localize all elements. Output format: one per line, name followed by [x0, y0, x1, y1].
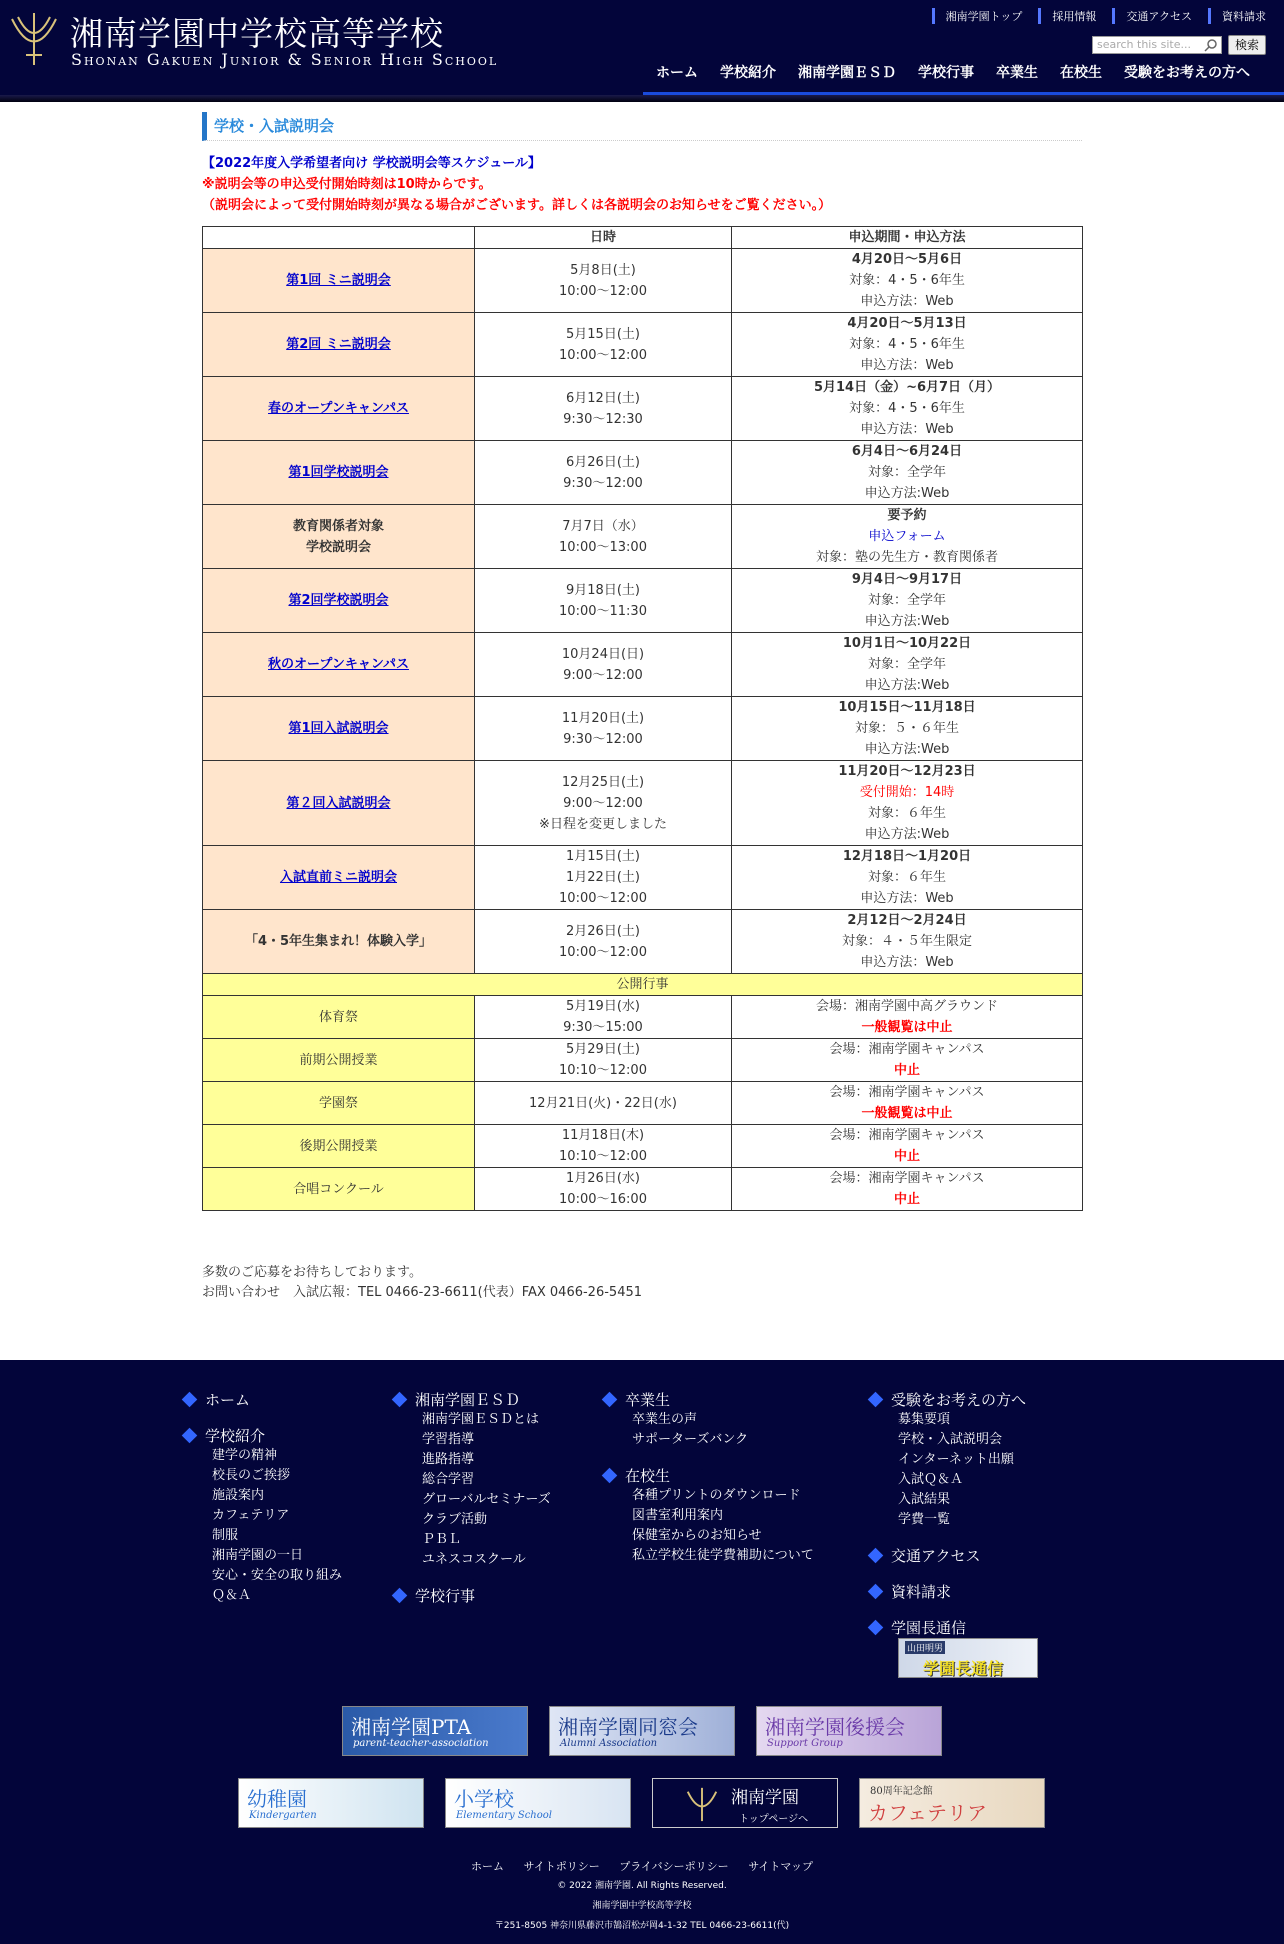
- footer-heading: 湘南学園ＥＳＤ: [415, 1390, 521, 1409]
- date-cell: [475, 569, 732, 633]
- event-link[interactable]: 第2回 ミニ説明会: [286, 337, 391, 352]
- date-cell: [475, 441, 732, 505]
- banner-title: 湘南学園: [731, 1788, 799, 1808]
- table-row: [203, 505, 1083, 569]
- col-header-apply: 申込期間・申込方法: [732, 227, 1083, 249]
- banner-subtitle: Support Group: [767, 1738, 843, 1749]
- global-nav: [645, 62, 1261, 82]
- period-text: 10月15日～11月18日: [838, 700, 976, 715]
- status-text: 中止: [893, 1063, 920, 1078]
- time-text: 10:00～12:00: [559, 347, 647, 363]
- method-text: 申込方法:Web: [864, 827, 950, 842]
- cafeteria-banner[interactable]: [859, 1778, 1045, 1828]
- banner-subtitle: Alumni Association: [560, 1738, 658, 1749]
- top-page-banner[interactable]: [652, 1778, 838, 1828]
- period-text: 6月4日～6月24日: [851, 444, 963, 459]
- footer-sub-link[interactable]: インターネット出願: [898, 1452, 1014, 1467]
- kindergarten-banner[interactable]: [238, 1778, 424, 1828]
- date-cell: [475, 846, 732, 910]
- diamond-icon: [602, 1467, 618, 1483]
- table-row: [203, 313, 1083, 377]
- public-row: [203, 1125, 1083, 1168]
- status-text: 一般観覧は中止: [861, 1020, 953, 1035]
- date-text: 9月18日(土): [566, 582, 640, 598]
- page-title: 学校・入試説明会: [202, 112, 1082, 141]
- footer-link-students[interactable]: [604, 1464, 814, 1486]
- footer-link-access[interactable]: [870, 1544, 1038, 1566]
- target-text: 対象：全学年: [867, 465, 946, 480]
- banner-title: 幼稚園: [247, 1787, 307, 1811]
- footer-link-privacy[interactable]: プライバシーポリシー: [619, 1860, 729, 1873]
- table-row: [203, 377, 1083, 441]
- footer-sub-link[interactable]: 卒業生の声: [632, 1412, 698, 1427]
- footer-col-3: [604, 1388, 814, 1566]
- apply-cell: [732, 846, 1083, 910]
- public-events-header-row: [203, 974, 1083, 996]
- footer-sub-link[interactable]: 総合学習: [422, 1472, 475, 1487]
- support-banner[interactable]: [756, 1706, 942, 1756]
- footer-link-home-text[interactable]: ホーム: [471, 1860, 504, 1873]
- site-header: [0, 0, 1284, 102]
- apply-cell: [732, 633, 1083, 697]
- table-row: [203, 633, 1083, 697]
- time-text: 9:00～12:00: [563, 795, 643, 811]
- diamond-icon: [868, 1547, 884, 1563]
- method-text: 申込方法:Web: [864, 486, 950, 501]
- event-label: 「4・5年生集まれ！体験入学」: [244, 934, 433, 949]
- date-text: 5月15日(土): [566, 326, 640, 342]
- banner-title: 湘南学園後援会: [765, 1715, 905, 1739]
- time-text: 10:10～12:00: [559, 1149, 647, 1164]
- event-cell: [203, 697, 475, 761]
- method-text: 申込方法：Web: [860, 955, 954, 970]
- time-text: 10:00～12:00: [559, 944, 647, 960]
- time-text: 9:30～12:00: [563, 475, 643, 491]
- date-cell: [475, 377, 732, 441]
- schedule-table: [202, 226, 1083, 1211]
- letter-banner-name: 山田明男: [905, 1641, 945, 1654]
- period-text: 11月20日～12月23日: [838, 764, 976, 779]
- period-text: 4月20日～5月13日: [847, 316, 967, 331]
- main-content: [202, 112, 1082, 1303]
- footer-sub-link[interactable]: 安心・安全の取り組み: [212, 1568, 343, 1583]
- method-text: 申込方法:Web: [864, 742, 950, 757]
- footer-heading: 学校紹介: [205, 1426, 266, 1445]
- school-crest-icon[interactable]: [4, 9, 64, 69]
- event-link[interactable]: 入試直前ミニ説明会: [279, 870, 397, 885]
- date-cell: [475, 1082, 732, 1125]
- method-text: 申込方法：Web: [860, 891, 954, 906]
- alumni-banner[interactable]: [549, 1706, 735, 1756]
- table-row: [203, 761, 1083, 846]
- public-row: [203, 996, 1083, 1039]
- date-cell: [475, 1168, 732, 1211]
- banner-subtitle: parent-teacher-association: [353, 1738, 489, 1749]
- public-event-cell: 前期公開授業: [203, 1039, 475, 1082]
- diamond-icon: [182, 1391, 198, 1407]
- table-row: [203, 249, 1083, 313]
- target-text: 対象：4・5・6年生: [849, 337, 965, 352]
- search-icon: [1204, 38, 1218, 52]
- footer-heading: 学校行事: [415, 1586, 476, 1605]
- event-cell: [203, 313, 475, 377]
- event-label: 学校説明会: [305, 539, 371, 555]
- banner-title: 湘南学園同窓会: [558, 1715, 698, 1739]
- search-input[interactable]: [1092, 36, 1222, 54]
- target-text: 対象：全学年: [867, 593, 946, 608]
- period-text: 5月14日（金）~6月7日（月）: [813, 380, 1001, 395]
- event-link[interactable]: 第２回入試説明会: [286, 795, 391, 811]
- status-text: 中止: [893, 1149, 920, 1164]
- footer-sub-link[interactable]: 施設案内: [212, 1488, 265, 1503]
- footer-heading: 学園長通信: [891, 1618, 967, 1637]
- notice-block: [202, 153, 1082, 216]
- apply-cell: [732, 505, 1083, 569]
- footer-heading: 卒業生: [625, 1390, 671, 1409]
- public-event-cell: 合唱コンクール: [203, 1168, 475, 1211]
- footer-link-alumni[interactable]: [604, 1388, 814, 1410]
- search-placeholder: search this site...: [1096, 38, 1191, 51]
- date-text: 1月22日(土): [566, 870, 640, 885]
- footer-sub-link[interactable]: 制服: [212, 1528, 239, 1543]
- event-label: 教育関係者対象: [292, 518, 384, 534]
- event-cell: [203, 910, 475, 974]
- period-text: 10月1日～10月22日: [842, 636, 972, 651]
- footer-sub-link[interactable]: 私立学校生徒学費補助について: [632, 1548, 814, 1563]
- nav-alumni[interactable]: 卒業生: [996, 65, 1038, 81]
- nav-about[interactable]: 学校紹介: [720, 65, 776, 81]
- banner-subtitle: Kindergarten: [249, 1810, 317, 1821]
- target-text: 対象：６年生: [867, 806, 946, 821]
- apply-cell: [732, 569, 1083, 633]
- footer-col-2: [394, 1388, 551, 1606]
- apply-cell: [732, 249, 1083, 313]
- footer-heading: ホーム: [205, 1390, 251, 1409]
- footer-sub-link[interactable]: 入試Ｑ＆Ａ: [898, 1472, 964, 1487]
- time-text: 9:30～12:00: [563, 731, 643, 747]
- venue-text: 会場：湘南学園キャンパス: [829, 1171, 985, 1186]
- utility-links: [932, 8, 1266, 24]
- period-text: 4月20日～5月6日: [851, 252, 963, 267]
- event-link[interactable]: 春のオープンキャンパス: [268, 401, 409, 416]
- date-text: 6月26日(土): [566, 454, 640, 470]
- elementary-banner[interactable]: [445, 1778, 631, 1828]
- date-text: 6月12日(土): [566, 390, 640, 406]
- notice-line-2: （説明会によって受付開始時刻が異なる場合がございます。詳しくは各説明会のお知らせをご覧ください。）: [202, 198, 832, 213]
- banner-title: 小学校: [454, 1787, 514, 1811]
- date-cell: [475, 761, 732, 846]
- venue-text: 会場：湘南学園中高グラウンド: [815, 999, 998, 1014]
- apply-cell: [732, 377, 1083, 441]
- date-note: ※日程を変更しました: [539, 816, 667, 832]
- util-link-access[interactable]: 交通アクセス: [1112, 8, 1192, 24]
- public-row: [203, 1168, 1083, 1211]
- footer-school-name: 湘南学園中学校高等学校: [592, 1901, 692, 1911]
- time-text: 10:00～11:30: [559, 603, 647, 619]
- target-text: 対象：全学年: [867, 657, 946, 672]
- target-text: 対象：4・5・6年生: [849, 273, 965, 288]
- diamond-icon: [392, 1391, 408, 1407]
- letter-banner-title: 学園長通信: [923, 1659, 1004, 1678]
- apply-cell: [732, 910, 1083, 974]
- method-text: 申込方法：Web: [860, 294, 954, 309]
- col-header-event: [203, 227, 475, 249]
- nav-home[interactable]: ホーム: [656, 65, 698, 81]
- banner-subtitle: 80周年記念館: [870, 1786, 933, 1797]
- footer-sub-link[interactable]: ユネスコスクール: [422, 1552, 526, 1567]
- date-text: 11月18日(木): [561, 1128, 645, 1143]
- footer-sub-link[interactable]: 湘南学園の一日: [212, 1548, 304, 1563]
- footer-sub-link[interactable]: 図書室利用案内: [632, 1508, 724, 1523]
- site-footer: [0, 1360, 1284, 1944]
- event-link[interactable]: 第1回 ミニ説明会: [286, 273, 391, 288]
- table-row: [203, 910, 1083, 974]
- apply-cell: [732, 761, 1083, 846]
- event-link[interactable]: 第1回入試説明会: [288, 721, 389, 736]
- footer-heading: 在校生: [625, 1466, 671, 1485]
- site-search: [1092, 35, 1266, 55]
- table-row: [203, 569, 1083, 633]
- target-text: 対象：６年生: [867, 870, 946, 885]
- public-event-cell: 学園祭: [203, 1082, 475, 1125]
- event-cell: [203, 569, 475, 633]
- footer-sub-link[interactable]: グローバルセミナーズ: [422, 1492, 551, 1507]
- event-cell: [203, 377, 475, 441]
- banner-title: カフェテリア: [868, 1801, 987, 1825]
- status-text: 一般観覧は中止: [861, 1106, 953, 1121]
- period-text: 12月18日～1月20日: [842, 849, 972, 864]
- footer-sub-link[interactable]: 建学の精神: [212, 1448, 278, 1463]
- date-text: 12月21日(火)・22日(水): [529, 1095, 677, 1111]
- apply-form-link[interactable]: 申込フォーム: [868, 529, 946, 544]
- period-text: 要予約: [887, 508, 927, 523]
- diamond-icon: [182, 1427, 198, 1443]
- footer-link-site-policy[interactable]: サイトポリシー: [523, 1860, 600, 1873]
- venue-text: 会場：湘南学園キャンパス: [829, 1085, 985, 1100]
- footer-sub-link[interactable]: Ｑ＆Ａ: [212, 1588, 252, 1603]
- venue-text: 会場：湘南学園キャンパス: [829, 1042, 985, 1057]
- time-text: 9:00～12:00: [563, 667, 643, 683]
- date-text: 11月20日(土): [561, 710, 645, 726]
- contact-line-2: お問い合わせ 入試広報：TEL 0466-23-6611(代表）FAX 0466-26-5451: [202, 1285, 643, 1300]
- footer-link-applicants[interactable]: [870, 1388, 1038, 1410]
- pta-banner[interactable]: [342, 1706, 528, 1756]
- table-row: [203, 697, 1083, 761]
- period-text: 2月12日～2月24日: [847, 913, 967, 928]
- date-text: 7月7日（水）: [562, 518, 644, 534]
- table-row: [203, 846, 1083, 910]
- footer-sub-link[interactable]: 入試結果: [898, 1492, 951, 1507]
- footer-link-sitemap[interactable]: サイトマップ: [748, 1860, 813, 1873]
- date-cell: [475, 313, 732, 377]
- event-cell: [203, 846, 475, 910]
- status-text: 中止: [893, 1192, 920, 1207]
- footer-sub-link[interactable]: カフェテリア: [212, 1508, 290, 1523]
- method-text: 申込方法：Web: [860, 422, 954, 437]
- public-row: [203, 1082, 1083, 1125]
- diamond-icon: [602, 1391, 618, 1407]
- time-text: 10:00～16:00: [559, 1192, 647, 1207]
- apply-cell: [732, 441, 1083, 505]
- date-text: 10月24日(日): [561, 646, 645, 662]
- letter-banner[interactable]: [898, 1638, 1038, 1678]
- public-event-cell: 後期公開授業: [203, 1125, 475, 1168]
- time-text: 10:00～13:00: [559, 539, 647, 555]
- util-link-request[interactable]: 資料請求: [1208, 8, 1266, 24]
- date-text: 5月19日(水): [566, 999, 640, 1014]
- event-link[interactable]: 秋のオープンキャンパス: [268, 657, 409, 672]
- util-link-recruit[interactable]: 採用情報: [1038, 8, 1096, 24]
- period-text: 9月4日～9月17日: [851, 572, 963, 587]
- footer-link-letter[interactable]: [870, 1616, 1038, 1638]
- search-button[interactable]: 検索: [1228, 35, 1266, 55]
- footer-heading: 資料請求: [891, 1582, 952, 1601]
- time-text: 9:30～15:00: [563, 1020, 643, 1035]
- diamond-icon: [868, 1391, 884, 1407]
- nav-students[interactable]: 在校生: [1060, 65, 1102, 81]
- site-logo-title[interactable]: 湘南学園中学校高等学校: [70, 14, 444, 53]
- target-text: 対象：４・５年生限定: [841, 934, 972, 949]
- apply-cell: [732, 313, 1083, 377]
- notice-heading: 【2022年度入学希望者向け 学校説明会等スケジュール】: [202, 156, 541, 171]
- nav-events[interactable]: 学校行事: [918, 65, 974, 81]
- event-cell: [203, 761, 475, 846]
- notice-line-1: ※説明会等の申込受付開始時刻は10時からです。: [202, 177, 492, 192]
- banner-subtitle: トップページへ: [739, 1814, 809, 1825]
- nav-applicants[interactable]: 受験をお考えの方へ: [1124, 65, 1250, 81]
- date-cell: [475, 1039, 732, 1082]
- footer-link-home[interactable]: [184, 1388, 342, 1410]
- time-text: 10:00～12:00: [559, 283, 647, 299]
- method-text: 申込方法：Web: [860, 358, 954, 373]
- copyright: © 2022 湘南学園. All Rights Reserved.: [557, 1881, 727, 1891]
- date-text: 1月26日(水): [566, 1171, 640, 1186]
- table-row: [203, 441, 1083, 505]
- method-text: 申込方法:Web: [864, 614, 950, 629]
- contact-info: [202, 1263, 1082, 1303]
- footer-sub-link[interactable]: 学校・入試説明会: [898, 1432, 1003, 1447]
- event-cell: [203, 249, 475, 313]
- footer-sub-link[interactable]: 学習指導: [422, 1432, 475, 1447]
- time-text: 9:30～12:30: [563, 411, 643, 427]
- util-link-top[interactable]: 湘南学園トップ: [932, 8, 1023, 24]
- footer-heading: 受験をお考えの方へ: [891, 1390, 1027, 1409]
- event-link[interactable]: 第1回学校説明会: [288, 465, 389, 480]
- date-text: 2月26日(土): [566, 923, 640, 939]
- footer-links-row: [0, 1858, 1284, 1874]
- footer-sub-link[interactable]: 保健室からのお知らせ: [632, 1528, 762, 1543]
- date-cell: [475, 249, 732, 313]
- public-events-header: 公開行事: [203, 974, 1083, 996]
- date-cell: [475, 505, 732, 569]
- target-text: 対象：4・5・6年生: [849, 401, 965, 416]
- banner-title: 湘南学園PTA: [351, 1715, 472, 1739]
- venue-cell: [732, 1168, 1083, 1211]
- footer-sub-link[interactable]: クラブ活動: [422, 1512, 488, 1527]
- date-cell: [475, 910, 732, 974]
- footer-sub-link[interactable]: 募集要項: [898, 1412, 951, 1427]
- footer-sub-link[interactable]: 各種プリントのダウンロード: [632, 1488, 801, 1503]
- public-event-cell: 体育祭: [203, 996, 475, 1039]
- contact-line-1: 多数のご応募をお待ちしております。: [202, 1265, 422, 1280]
- date-text: 5月29日(土): [566, 1042, 640, 1057]
- date-text: 5月8日(土): [570, 262, 636, 278]
- banner-subtitle: Elementary School: [456, 1810, 552, 1821]
- apply-cell: [732, 697, 1083, 761]
- diamond-icon: [868, 1583, 884, 1599]
- footer-col-1: [184, 1388, 342, 1606]
- school-crest-icon: [683, 1785, 721, 1823]
- date-cell: [475, 697, 732, 761]
- diamond-icon: [392, 1587, 408, 1603]
- event-cell: [203, 441, 475, 505]
- header-shadow: [0, 95, 1284, 102]
- target-text: 対象：５・６年生: [854, 721, 959, 736]
- venue-cell: [732, 1125, 1083, 1168]
- date-text: 1月15日(土): [566, 849, 640, 864]
- footer-link-about[interactable]: [184, 1424, 342, 1446]
- site-logo-subtitle: Shonan Gakuen Junior & Senior High School: [71, 50, 499, 69]
- target-text: 対象：塾の先生方・教育関係者: [815, 550, 998, 565]
- footer-sub-link[interactable]: サポーターズバンク: [632, 1432, 749, 1447]
- footer-heading: 交通アクセス: [891, 1546, 981, 1565]
- footer-sub-link[interactable]: 進路指導: [422, 1452, 475, 1467]
- reception-note: 受付開始：14時: [859, 785, 955, 800]
- diamond-icon: [868, 1619, 884, 1635]
- time-text: 10:00～12:00: [559, 891, 647, 906]
- footer-col-4: [870, 1388, 1038, 1678]
- footer-sub-link[interactable]: 湘南学園ＥＳＤとは: [422, 1412, 540, 1427]
- date-cell: [475, 633, 732, 697]
- event-cell: [203, 633, 475, 697]
- footer-sub-link[interactable]: ＰＢＬ: [422, 1532, 462, 1547]
- footer-sub-link[interactable]: 校長のご挨拶: [212, 1468, 291, 1483]
- footer-sub-link[interactable]: 学費一覧: [898, 1512, 951, 1527]
- event-link[interactable]: 第2回学校説明会: [288, 593, 389, 608]
- col-header-date: 日時: [475, 227, 732, 249]
- public-row: [203, 1039, 1083, 1082]
- footer-link-events[interactable]: [394, 1584, 551, 1606]
- time-text: 10:10～12:00: [559, 1063, 647, 1078]
- date-text: 12月25日(土): [561, 774, 645, 790]
- venue-cell: [732, 996, 1083, 1039]
- date-cell: [475, 1125, 732, 1168]
- event-cell: [203, 505, 475, 569]
- table-header-row: [203, 227, 1083, 249]
- venue-cell: [732, 1039, 1083, 1082]
- date-cell: [475, 996, 732, 1039]
- footer-link-esd[interactable]: [394, 1388, 551, 1410]
- venue-text: 会場：湘南学園キャンパス: [829, 1128, 985, 1143]
- method-text: 申込方法:Web: [864, 678, 950, 693]
- nav-esd[interactable]: 湘南学園ＥＳＤ: [798, 65, 896, 81]
- footer-link-request[interactable]: [870, 1580, 1038, 1602]
- footer-address: 〒251-8505 神奈川県藤沢市鵠沼松が岡4-1-32 TEL 0466-23-6611(代): [494, 1921, 790, 1931]
- venue-cell: [732, 1082, 1083, 1125]
